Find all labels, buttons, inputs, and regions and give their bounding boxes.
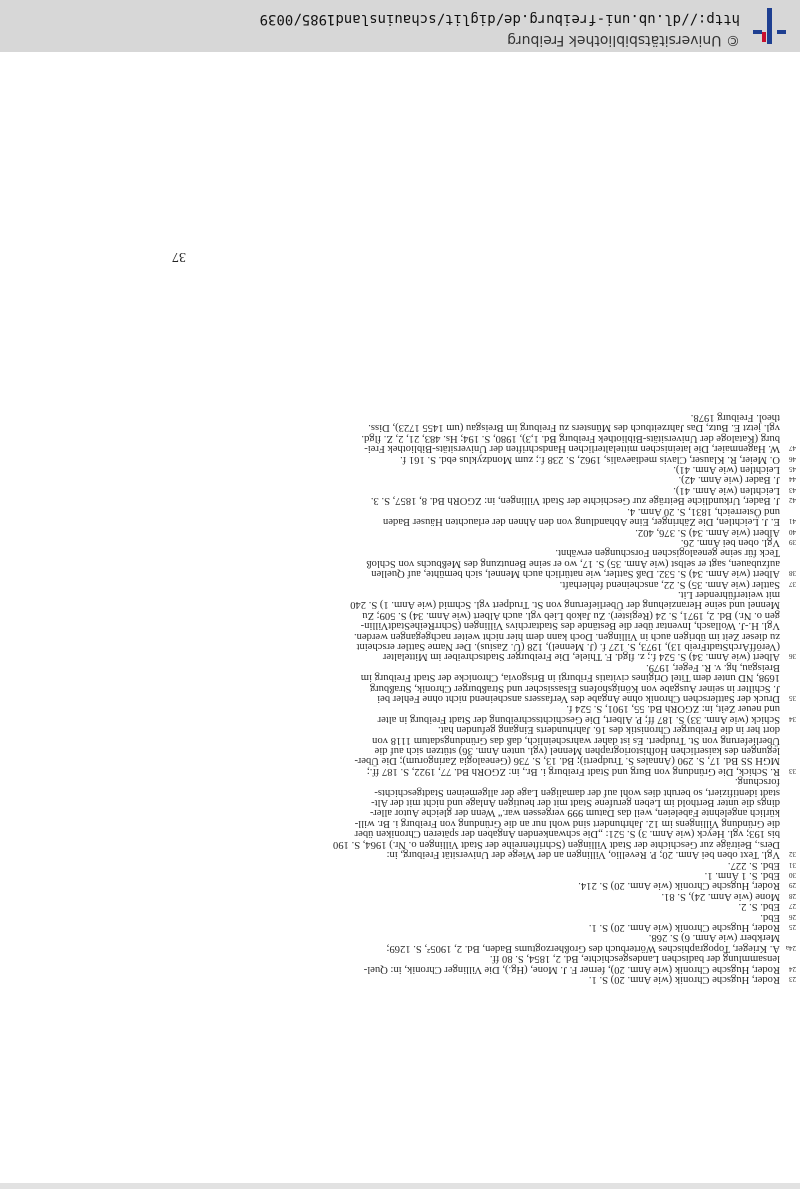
footnote [20, 485, 796, 495]
footnote-line: Vgl. H.-J. Wollasch, Inventar über die Bestände des Stadtarchivs Villingen (SchrrReiheStadtVillin- [360, 620, 780, 632]
footnote-number: 38 [789, 569, 796, 578]
footnote-line: Überlieferung von St. Trudpert. Es ist daher wahrscheinlich, daß das Gründungsdatum 1118 von [372, 734, 780, 746]
footnote-line: vgl. jetzt E. Butz, Das Jahrzeitbuch des Münsters zu Freiburg im Breisgau (um 1455 1723), Diss. [368, 422, 780, 434]
footnote-line: Ebd. S. 2. [738, 901, 780, 913]
footnote-line: stadt identifiziert, so beruht dies wohl auf der damaligen Lage der allgemeinen Stadtgeschichts- [374, 786, 780, 798]
footnote-line: Albert (wie Anm. 34) S. 532. Daß Sattler, wie natürlich auch Mennel, sich bemühte, auf Quellen [371, 568, 780, 580]
footnote-line: lensammlung der badischen Landesgeschichte, Bd. 2, 1854, S. 80 ff. [489, 953, 780, 965]
footnote [20, 474, 796, 484]
footnote-line: Leichtlen (wie Anm. 41). [673, 484, 780, 496]
footnote-number: 46 [789, 454, 796, 463]
footnote-number: 25 [789, 922, 796, 931]
footnote-line: Roder, Hugsche Chronik (wie Anm. 20) S. 214. [578, 880, 780, 892]
footnote-line: Vgl. Text oben bei Anm. 20; P. Revellio, Villingen an der Wiege der Universität Freiburg, in: [386, 849, 780, 861]
footnote-line: dort her in die Freiburger Chronistik des 16. Jahrhunderts Eingang gefunden hat. [438, 724, 780, 736]
footnote [20, 703, 796, 724]
footnote-line: bis 193; vgl. Heyck (wie Anm. 3) S. 521: „Die schwankenden Angaben der späteren Chroniken über [354, 828, 780, 840]
footnote-line: und neuer Zeit, in: ZGORh Bd. 55, 1901, S. 524 f. [566, 703, 780, 715]
footnote [20, 526, 796, 536]
permalink-url[interactable]: http://dl.ub.uni-freiburg.de/diglit/schauinsland1985/0039 [259, 11, 740, 27]
footnote-line: R. Schick, Die Gründung von Burg und Stadt Freiburg i. Br., in: ZGORh Bd. 77, 1922, S. 187 ff.; [366, 765, 780, 777]
footnote [20, 589, 796, 662]
footnote-line: burg (Kataloge der Universitäts-Bibliothek Freiburg Bd. 1,3), 1980, S. 194; Hs. 483, 21, 2, Z. flgd. [361, 432, 780, 444]
footnote [20, 724, 796, 776]
footnote-line: forschung. [734, 776, 780, 788]
footnote-line: Albert (wie Anm. 34) S. 524 f.; z. flgd. F. Thiele, Die Freiburger Stadtschreiber im Mittelalter [382, 651, 780, 663]
footnote-number: 47 [789, 444, 796, 453]
footnote-line: E. J. Leichtlen, Die Zähringer, Eine Abhandlung von den Ahnen der erlauchten Häuser Baden [382, 516, 780, 528]
footnote-line: MGH SS Bd. 17, S. 290 (Annales S. Trudperti); Bd. 13, S. 736 (Genealogia Zaringorum); Die Über- [354, 755, 780, 767]
footnote-number: 24 [789, 964, 796, 973]
footnote-line: Roder, Hugsche Chronik (wie Anm. 20) S. 1. [588, 974, 780, 985]
footnote-number: 40 [789, 527, 796, 536]
footnote-number: 39 [789, 537, 796, 546]
footnote-number: 31 [789, 860, 796, 869]
footnote-line: Vgl. oben bei Anm. 26. [680, 536, 780, 548]
footnote-number: 32 [789, 850, 796, 859]
footnote-line: und Österreich, 1831, S. 20 Anm. 4. [627, 505, 780, 517]
footnote-line: Roder, Hugsche Chronik (wie Anm. 20), ferner F. J. Mone, (Hg.), Die Villinger Chronik, in: Quel- [363, 963, 780, 975]
footnote [20, 776, 796, 859]
footnote [20, 464, 796, 474]
footnote-line: A. Krieger, Topographisches Wörterbuch des Großherzogtums Baden, Bd. 2, 1905², S. 1269; [386, 942, 780, 954]
footnote-line: theol. Freiburg 1978. [690, 412, 780, 424]
footnote [20, 661, 796, 703]
footnote-number: 43 [789, 485, 796, 494]
footnote [20, 578, 796, 588]
footnote-line: legungen des kaiserlichen Hofhistoriographen Mennel (vgl. unten Anm. 36) stützen sich auf die [374, 745, 780, 757]
footnote-line: Sattler (wie Anm. 35) S. 22, anscheinend fehlerhaft. [559, 578, 780, 590]
footnote-line: J. Schilter in seiner Ausgabe von Königshofens Elsassischer und Straßburger Chronik, Straßburg [369, 682, 780, 694]
footnote-number: 27 [789, 902, 796, 911]
footnote [20, 890, 796, 900]
footnote-line: J. Bader, Urkundliche Beiträge zur Geschichte der Stadt Villingen, in: ZGORh Bd. 8, 1857, S. 3. [370, 495, 780, 507]
footnote-line: W. Hagenmaier, Die lateinischen mittelalterlichen Handschriften der Universitäts-Bibliothek Frei- [364, 443, 780, 455]
footnote [20, 412, 796, 454]
footnote-number: 44 [789, 475, 796, 484]
page-number: 37 [172, 249, 186, 264]
footnote-line: Ebd. [760, 911, 780, 923]
footnote-line: Leichtlen (wie Anm. 41). [673, 464, 780, 476]
footnote-line: Roder, Hugsche Chronik (wie Anm. 20) S. 1. [588, 921, 780, 933]
footnote [20, 880, 796, 890]
footnote [20, 505, 796, 526]
footnote-number: 41 [789, 517, 796, 526]
footnote-line: 1698, ND unter dem Titel Origines civitatis Friburgi in Brisgovia, Chronicke der Stadt Freiburg im [360, 672, 780, 684]
footnote-line: Teck für seine genealogischen Forschungen erwähnt. [555, 547, 780, 559]
footnote-line: Breisgau, hg. v. R. Feger, 1979. [646, 661, 780, 673]
footnote-line: Ebd. S. 227. [727, 859, 780, 871]
footnote-line: O. Meier, R. Klauser, Clavis mediaevalis, 1962, S. 238 f.; zum Mondzyklus ebd. S. 161 f. [400, 453, 780, 465]
footnote-line: Ders., Beiträge zur Geschichte der Stadt Villingen (Schriftenreihe der Stadt Villingen o. Nr.) 1964, S. 190 [333, 838, 780, 850]
footnote-number: 35 [789, 694, 796, 703]
footnote [20, 901, 796, 911]
footnote [20, 922, 796, 932]
footnote-number: 34 [789, 714, 796, 723]
footnote [20, 953, 796, 974]
viewer-bottom-strip [0, 1183, 800, 1189]
footnote [20, 495, 796, 505]
footnote-line: mit weiterführender Lit. [677, 588, 780, 600]
footnote-line: die Gründung Villingens im 12. Jahrhundert sind wohl nur an die Gründung von Freiburg i. Br. will- [354, 817, 780, 829]
footnote-number: 29 [789, 881, 796, 890]
footnote-line: aufzubauen, sagt er selbst (wie Anm. 35) S. 17, wo er seine Benutzung des Meßbuchs von Schloß [366, 557, 780, 569]
footnote-number: 28 [789, 891, 796, 900]
ub-freiburg-logo-icon[interactable] [748, 6, 792, 46]
footnote-line: Albert (wie Anm. 34) S. 376, 402. [635, 526, 780, 538]
footnotes-block [20, 412, 796, 984]
footnote-number: 30 [789, 870, 796, 879]
footnote [20, 911, 796, 921]
footnote-number: 23 [789, 975, 796, 983]
footnote-line: dings die unter Berthold im Leben gerufene Stadt mit der heutigen Anlage und nicht mit der Alt- [371, 797, 780, 809]
footnote [20, 974, 796, 984]
footnote [20, 870, 796, 880]
footnote-line: J. Bader (wie Anm. 42). [678, 474, 780, 486]
footnote [20, 932, 796, 953]
footnote [20, 537, 796, 547]
footnote-number: 42 [789, 496, 796, 505]
footnote-line: Merkberr (wie Anm. 6) S. 268. [648, 932, 780, 944]
footnote-number: 33 [789, 766, 796, 775]
footnote-line: Mennel und seine Heranziehung der Überlieferung von St. Trudpert vgl. Schmid (wie Anm. 1) S. 240 [350, 599, 780, 611]
footnote-line: Druck der Sattlerschen Chronik ohne Angabe des Verfassers anscheinend nicht ohne Fehler bei [377, 693, 780, 705]
footnote [20, 547, 796, 578]
footnote-line: kürlich angelehnte Fabeleien, weil das Datum 999 vergessen war.“ Wenn der gleiche Autor aller- [369, 807, 780, 819]
footnote-number: 24a [785, 943, 796, 952]
library-banner [0, 0, 800, 52]
footnote-number: 26 [789, 912, 796, 921]
footnote-line: gen o. Nr.) Bd. 2, 1971, S. 24 (Register). Zu Jakob Lieb vgl. auch Albert (wie Anm. 34) S. 509; Zu [362, 609, 780, 621]
footnote-number: 36 [789, 652, 796, 661]
footnote-line: Ebd. S. 1 Anm. 1. [704, 869, 780, 881]
footnote-line: Schick (wie Anm. 33) S. 187 ff; P. Albert, Die Geschichtsschreibung der Stadt Freiburg in alter [377, 713, 780, 725]
library-copyright: © Universitätsbibliothek Freiburg [507, 32, 740, 48]
footnote-number: 45 [789, 465, 796, 474]
footnote-number: 37 [789, 579, 796, 588]
footnote-line: zu dieser Zeit im übrigen auch in Villingen. Doch kann dem hier nicht weiter nachgegangen werden. [353, 630, 780, 642]
footnote-line: Mone (wie Anm. 24), S. 81. [661, 890, 780, 902]
footnote [20, 859, 796, 869]
footnote-line: (VeröffArchStadtFreib 13), 1973, S. 127 f. (J. Mennel), 128 (U. Zasius). Der Name Sattler erscheint [356, 641, 780, 652]
footnote [20, 453, 796, 463]
